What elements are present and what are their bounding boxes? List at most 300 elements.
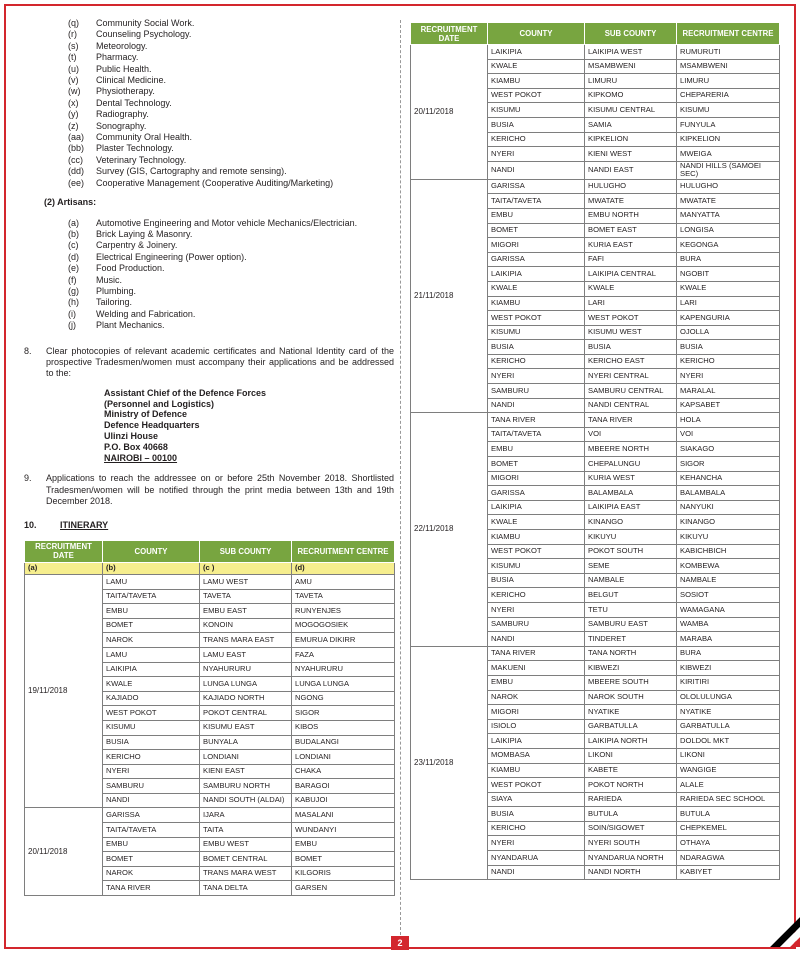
centre-cell: KIBWEZI — [677, 661, 780, 676]
list-marker: (g) — [68, 285, 79, 296]
centre-cell: EMURUA DIKIRR — [292, 633, 395, 648]
sub-county-cell: POKOT CENTRAL — [200, 706, 292, 721]
county-cell: WEST POKOT — [488, 88, 585, 103]
county-cell: WEST POKOT — [488, 311, 585, 326]
centre-cell: NANDI HILLS (SAMOEI SEC) — [677, 161, 780, 179]
centre-cell: KWALE — [677, 281, 780, 296]
centre-cell: BUSIA — [677, 340, 780, 355]
centre-cell: NANYUKI — [677, 500, 780, 515]
sub-county-cell: LARI — [585, 296, 677, 311]
sub-county-cell: LIMURU — [585, 74, 677, 89]
centre-cell: FUNYULA — [677, 117, 780, 132]
address-line: Ulinzi House — [104, 430, 159, 441]
sub-county-cell: MBEERE NORTH — [585, 442, 677, 457]
list-text: Dental Technology. — [96, 97, 172, 108]
list-item — [68, 86, 394, 97]
county-cell: KERICHO — [488, 132, 585, 147]
table-header-cell: RECRUITMENT DATE — [411, 23, 488, 45]
letter-cell: (d) — [292, 562, 395, 574]
sub-county-cell: NYANDARUA NORTH — [585, 851, 677, 866]
paragraph-text: Applications to reach the addressee on or before 25th November 2018. Shortlisted Tradesmen/women will be notified through the print media between 13th and 19th December 2018. — [46, 473, 394, 507]
letter-cell: (a) — [25, 562, 103, 574]
sub-county-cell: POKOT SOUTH — [585, 544, 677, 559]
centre-cell: HULUGHO — [677, 179, 780, 194]
list-marker: (z) — [68, 120, 79, 131]
centre-cell: KABUJOI — [292, 793, 395, 808]
list-marker: (q) — [68, 18, 79, 28]
centre-cell: GARBATULLA — [677, 719, 780, 734]
list-text: Electrical Engineering (Power option). — [96, 251, 247, 262]
centre-cell: KEHANCHA — [677, 471, 780, 486]
centre-cell: NYAHURURU — [292, 662, 395, 677]
county-cell: NAROK — [103, 866, 200, 881]
county-cell: NANDI — [488, 161, 585, 179]
county-cell: LAIKIPIA — [488, 45, 585, 60]
county-cell: BOMET — [488, 223, 585, 238]
list-text: Cooperative Management (Cooperative Auditing/Marketing) — [96, 177, 334, 188]
list-item — [68, 64, 394, 75]
county-cell: BOMET — [488, 457, 585, 472]
section-title: ITINERARY — [60, 519, 109, 530]
centre-cell: WAMBA — [677, 617, 780, 632]
list-marker: (r) — [68, 29, 77, 40]
list-marker: (s) — [68, 40, 79, 51]
list-marker: (aa) — [68, 132, 85, 143]
county-cell: LAMU — [103, 647, 200, 662]
centre-cell: BALAMBALA — [677, 486, 780, 501]
centre-cell: NAMBALE — [677, 573, 780, 588]
county-cell: NYERI — [488, 602, 585, 617]
sub-county-cell: TINDERET — [585, 632, 677, 647]
sub-county-cell: KURIA EAST — [585, 238, 677, 253]
sub-county-cell: CHEPALUNGU — [585, 457, 677, 472]
county-cell: KIAMBU — [488, 296, 585, 311]
list-text: Plumbing. — [96, 285, 137, 296]
county-cell: LAIKIPIA — [103, 662, 200, 677]
artisans-heading: (2) Artisans: — [44, 197, 97, 208]
county-cell: TANA RIVER — [488, 646, 585, 661]
sub-county-cell: SAMBURU CENTRAL — [585, 384, 677, 399]
county-cell: BUSIA — [488, 117, 585, 132]
list-item — [68, 121, 394, 132]
county-cell: MIGORI — [488, 238, 585, 253]
centre-cell: WUNDANYI — [292, 823, 395, 838]
list-marker: (c) — [68, 240, 79, 251]
centre-cell: HOLA — [677, 413, 780, 428]
list-item — [68, 18, 394, 29]
county-cell: BOMET — [103, 852, 200, 867]
sub-county-cell: SAMIA — [585, 117, 677, 132]
county-cell: NYERI — [488, 147, 585, 162]
centre-cell: TAVETA — [292, 589, 395, 604]
artisans-list — [68, 218, 394, 332]
sub-county-cell: BUSIA — [585, 340, 677, 355]
list-text: Sonography. — [96, 120, 147, 131]
sub-county-cell: RARIEDA — [585, 792, 677, 807]
page-number: 2 — [391, 936, 409, 950]
centre-cell: KIPKELION — [677, 132, 780, 147]
list-item — [68, 178, 394, 189]
sub-county-cell: LAMU EAST — [200, 647, 292, 662]
county-cell: NANDI — [488, 865, 585, 880]
column-divider — [400, 20, 401, 940]
sub-county-cell: KAJIADO NORTH — [200, 691, 292, 706]
list-marker: (b) — [68, 228, 79, 239]
county-cell: EMBU — [488, 675, 585, 690]
centre-cell: AMU — [292, 574, 395, 589]
list-marker: (y) — [68, 109, 79, 120]
list-text: Physiotherapy. — [96, 86, 155, 97]
list-marker: (bb) — [68, 143, 85, 154]
list-marker: (cc) — [68, 154, 83, 165]
centre-cell: SIAKAGO — [677, 442, 780, 457]
list-item — [68, 155, 394, 166]
list-item — [68, 309, 394, 320]
county-cell: KERICHO — [488, 821, 585, 836]
sub-county-cell: TANA NORTH — [585, 646, 677, 661]
centre-cell: OJOLLA — [677, 325, 780, 340]
sub-county-cell: NANDI SOUTH (ALDAI) — [200, 793, 292, 808]
sub-county-cell: LIKONI — [585, 748, 677, 763]
centre-cell: VOI — [677, 427, 780, 442]
recruitment-date: 22/11/2018 — [411, 413, 488, 647]
sub-county-cell: FAFI — [585, 252, 677, 267]
sub-county-cell: KIPKOMO — [585, 88, 677, 103]
list-item — [68, 286, 394, 297]
centre-cell: MOGOGOSIEK — [292, 618, 395, 633]
paragraph-9 — [24, 473, 394, 507]
letter-cell: (c ) — [200, 562, 292, 574]
county-cell: NYANDARUA — [488, 851, 585, 866]
sub-county-cell: EMBU EAST — [200, 604, 292, 619]
centre-cell: CHEPKEMEL — [677, 821, 780, 836]
table-header-row — [411, 23, 780, 45]
county-cell: TAITA/TAVETA — [488, 194, 585, 209]
letter-cell: (b) — [103, 562, 200, 574]
county-cell: MAKUENI — [488, 661, 585, 676]
county-cell: SAMBURU — [488, 384, 585, 399]
centre-cell: SOSIOT — [677, 588, 780, 603]
county-cell: BUSIA — [488, 340, 585, 355]
table-row — [411, 413, 780, 428]
sub-county-cell: EMBU WEST — [200, 837, 292, 852]
table-row — [411, 646, 780, 661]
county-cell: KERICHO — [488, 588, 585, 603]
sub-county-cell: SAMBURU EAST — [585, 617, 677, 632]
list-text: Automotive Engineering and Motor vehicle Mechanics/Electrician. — [96, 217, 358, 228]
centre-cell: KEGONGA — [677, 238, 780, 253]
list-marker: (a) — [68, 217, 79, 228]
list-marker: (d) — [68, 251, 79, 262]
list-item — [68, 252, 394, 263]
centre-cell: WAMAGANA — [677, 602, 780, 617]
county-cell: EMBU — [103, 837, 200, 852]
list-item — [68, 41, 394, 52]
sub-county-cell: KURIA WEST — [585, 471, 677, 486]
sub-county-cell: WEST POKOT — [585, 311, 677, 326]
sub-county-cell: NYATIKE — [585, 705, 677, 720]
list-text: Plant Mechanics. — [96, 320, 165, 331]
sub-county-cell: NANDI NORTH — [585, 865, 677, 880]
list-text: Music. — [96, 274, 123, 285]
sub-county-cell: SAMBURU NORTH — [200, 779, 292, 794]
centre-cell: KABICHBICH — [677, 544, 780, 559]
table-header-cell: RECRUITMENT CENTRE — [292, 540, 395, 562]
sub-county-cell: BALAMBALA — [585, 486, 677, 501]
recruitment-date: 21/11/2018 — [411, 179, 488, 413]
sub-county-cell: KISUMU WEST — [585, 325, 677, 340]
address-line: (Personnel and Logistics) — [104, 398, 215, 409]
list-marker: (dd) — [68, 166, 85, 177]
county-cell: NAROK — [103, 633, 200, 648]
centre-cell: LIMURU — [677, 74, 780, 89]
list-item — [68, 297, 394, 308]
county-cell: KWALE — [488, 281, 585, 296]
centre-cell: OTHAYA — [677, 836, 780, 851]
list-marker: (t) — [68, 52, 77, 63]
itinerary-heading — [24, 520, 394, 531]
centre-cell: CHAKA — [292, 764, 395, 779]
centre-cell: NGONG — [292, 691, 395, 706]
county-cell: NANDI — [103, 793, 200, 808]
centre-cell: MWEIGA — [677, 147, 780, 162]
sub-county-cell: KERICHO EAST — [585, 354, 677, 369]
county-cell: NAROK — [488, 690, 585, 705]
table-header-cell: SUB COUNTY — [200, 540, 292, 562]
sub-county-cell: BUTULA — [585, 807, 677, 822]
centre-cell: SIGOR — [292, 706, 395, 721]
professional-list — [68, 18, 394, 189]
centre-cell: RARIEDA SEC SCHOOL — [677, 792, 780, 807]
sub-county-cell: TAITA — [200, 823, 292, 838]
centre-cell: LUNGA LUNGA — [292, 677, 395, 692]
county-cell: NYERI — [103, 764, 200, 779]
centre-cell: MSAMBWENI — [677, 59, 780, 74]
list-item — [68, 263, 394, 274]
sub-county-cell: LAIKIPIA EAST — [585, 500, 677, 515]
centre-cell: KOMBEWA — [677, 559, 780, 574]
paragraph-number: 8. — [24, 345, 32, 356]
centre-cell: KAPENGURIA — [677, 311, 780, 326]
sub-county-cell: LAIKIPIA CENTRAL — [585, 267, 677, 282]
centre-cell: KABIYET — [677, 865, 780, 880]
list-item — [68, 143, 394, 154]
sub-county-cell: KONOIN — [200, 618, 292, 633]
sub-county-cell: SEME — [585, 559, 677, 574]
centre-cell: KILGORIS — [292, 866, 395, 881]
county-cell: TAITA/TAVETA — [488, 427, 585, 442]
county-cell: GARISSA — [488, 179, 585, 194]
centre-cell: SIGOR — [677, 457, 780, 472]
county-cell: LAIKIPIA — [488, 500, 585, 515]
centre-cell: BURA — [677, 646, 780, 661]
sub-county-cell: KIBWEZI — [585, 661, 677, 676]
list-item — [68, 75, 394, 86]
address-line: Assistant Chief of the Defence Forces — [104, 387, 267, 398]
county-cell: LAIKIPIA — [488, 267, 585, 282]
sub-county-cell: LAIKIPIA NORTH — [585, 734, 677, 749]
county-cell: KERICHO — [103, 750, 200, 765]
sub-county-cell: KISUMU CENTRAL — [585, 103, 677, 118]
county-cell: TANA RIVER — [103, 881, 200, 896]
sub-county-cell: MSAMBWENI — [585, 59, 677, 74]
address-city: NAIROBI – 00100 — [104, 452, 178, 463]
sub-county-cell: NYERI SOUTH — [585, 836, 677, 851]
list-marker: (ee) — [68, 177, 85, 188]
centre-cell: FAZA — [292, 647, 395, 662]
county-cell: KISUMU — [488, 103, 585, 118]
county-cell: NANDI — [488, 398, 585, 413]
sub-county-cell: EMBU NORTH — [585, 208, 677, 223]
county-cell: BUSIA — [488, 807, 585, 822]
county-cell: BOMET — [103, 618, 200, 633]
sub-county-cell: NANDI EAST — [585, 161, 677, 179]
list-text: Community Oral Health. — [96, 132, 193, 143]
sub-county-cell: NANDI CENTRAL — [585, 398, 677, 413]
list-text: Tailoring. — [96, 297, 133, 308]
county-cell: EMBU — [488, 208, 585, 223]
table-header-cell: RECRUITMENT DATE — [25, 540, 103, 562]
list-marker: (v) — [68, 75, 79, 86]
sub-county-cell: KABETE — [585, 763, 677, 778]
sub-county-cell: NYAHURURU — [200, 662, 292, 677]
county-cell: WEST POKOT — [103, 706, 200, 721]
list-marker: (w) — [68, 86, 81, 97]
sub-county-cell: TAVETA — [200, 589, 292, 604]
list-item — [68, 240, 394, 251]
sub-county-cell: NYERI CENTRAL — [585, 369, 677, 384]
sub-county-cell: IJARA — [200, 808, 292, 823]
county-cell: KIAMBU — [488, 530, 585, 545]
list-marker: (i) — [68, 308, 76, 319]
recruitment-date: 19/11/2018 — [25, 574, 103, 808]
centre-cell: WANGIGE — [677, 763, 780, 778]
centre-cell: NYERI — [677, 369, 780, 384]
centre-cell: MWATATE — [677, 194, 780, 209]
list-marker: (x) — [68, 97, 79, 108]
table-header-cell: COUNTY — [488, 23, 585, 45]
centre-cell: NYATIKE — [677, 705, 780, 720]
county-cell: TAITA/TAVETA — [103, 589, 200, 604]
centre-cell: GARSEN — [292, 881, 395, 896]
county-cell: WEST POKOT — [488, 544, 585, 559]
county-cell: KWALE — [488, 515, 585, 530]
sub-county-cell: TRANS MARA WEST — [200, 866, 292, 881]
centre-cell: MARALAL — [677, 384, 780, 399]
table-header-cell: COUNTY — [103, 540, 200, 562]
sub-county-cell: TRANS MARA EAST — [200, 633, 292, 648]
county-cell: MOMBASA — [488, 748, 585, 763]
sub-county-cell: KWALE — [585, 281, 677, 296]
list-item — [68, 166, 394, 177]
recruitment-date: 23/11/2018 — [411, 646, 488, 880]
sub-county-cell: NAROK SOUTH — [585, 690, 677, 705]
centre-cell: BARAGOI — [292, 779, 395, 794]
county-cell: TANA RIVER — [488, 413, 585, 428]
sub-county-cell: BELGUT — [585, 588, 677, 603]
list-marker: (e) — [68, 263, 79, 274]
county-cell: NYERI — [488, 836, 585, 851]
county-cell: MIGORI — [488, 705, 585, 720]
county-cell: LAMU — [103, 574, 200, 589]
sub-county-cell: LAMU WEST — [200, 574, 292, 589]
list-text: Clinical Medicine. — [96, 75, 167, 86]
county-cell: KISUMU — [103, 720, 200, 735]
list-item — [68, 29, 394, 40]
list-text: Radiography. — [96, 109, 149, 120]
list-marker: (f) — [68, 274, 77, 285]
sub-county-cell: MBEERE SOUTH — [585, 675, 677, 690]
paragraph-text: Clear photocopies of relevant academic certificates and National Identity card of the prospective Tradesmen/women must accompany their applications and be addressed to the: — [46, 345, 394, 379]
centre-cell: OLOLULUNGA — [677, 690, 780, 705]
county-cell: BUSIA — [103, 735, 200, 750]
list-item — [68, 109, 394, 120]
list-item — [68, 98, 394, 109]
county-cell: SAMBURU — [488, 617, 585, 632]
right-column — [410, 22, 779, 880]
centre-cell: DOLDOL MKT — [677, 734, 780, 749]
address-line: Defence Headquarters — [104, 420, 200, 431]
county-cell: WEST POKOT — [488, 778, 585, 793]
centre-cell: BOMET — [292, 852, 395, 867]
sub-county-cell: SOIN/SIGOWET — [585, 821, 677, 836]
county-cell: KISUMU — [488, 559, 585, 574]
sub-county-cell: LONDIANI — [200, 750, 292, 765]
county-cell: SAMBURU — [103, 779, 200, 794]
table-header-row — [25, 540, 395, 562]
county-cell: GARISSA — [488, 252, 585, 267]
sub-county-cell: MWATATE — [585, 194, 677, 209]
sub-county-cell: TANA DELTA — [200, 881, 292, 896]
list-text: Community Social Work. — [96, 18, 195, 28]
centre-cell: MASALANI — [292, 808, 395, 823]
list-item — [68, 275, 394, 286]
flag-corner-decoration — [754, 883, 800, 947]
list-marker: (h) — [68, 297, 79, 308]
county-cell: KAJIADO — [103, 691, 200, 706]
centre-cell: KIRITIRI — [677, 675, 780, 690]
county-cell: KERICHO — [488, 354, 585, 369]
centre-cell: LONGISA — [677, 223, 780, 238]
table-header-cell: RECRUITMENT CENTRE — [677, 23, 780, 45]
centre-cell: NDARAGWA — [677, 851, 780, 866]
county-cell: SIAYA — [488, 792, 585, 807]
sub-county-cell: KIKUYU — [585, 530, 677, 545]
sub-county-cell: TETU — [585, 602, 677, 617]
list-text: Meteorology. — [96, 40, 148, 51]
centre-cell: LONDIANI — [292, 750, 395, 765]
county-cell: GARISSA — [103, 808, 200, 823]
sub-county-cell: GARBATULLA — [585, 719, 677, 734]
centre-cell: KERICHO — [677, 354, 780, 369]
centre-cell: KAPSABET — [677, 398, 780, 413]
centre-cell: LIKONI — [677, 748, 780, 763]
sub-county-cell: POKOT NORTH — [585, 778, 677, 793]
centre-cell: RUNYENJES — [292, 604, 395, 619]
list-text: Public Health. — [96, 63, 152, 74]
sub-county-cell: BOMET EAST — [585, 223, 677, 238]
centre-cell: ALALE — [677, 778, 780, 793]
sub-county-cell: NAMBALE — [585, 573, 677, 588]
recruitment-date: 20/11/2018 — [411, 45, 488, 180]
county-cell: KISUMU — [488, 325, 585, 340]
county-cell: KIAMBU — [488, 74, 585, 89]
list-item — [68, 52, 394, 63]
county-cell: NANDI — [488, 632, 585, 647]
centre-cell: NGOBIT — [677, 267, 780, 282]
sub-county-cell: KINANGO — [585, 515, 677, 530]
sub-county-cell: KISUMU EAST — [200, 720, 292, 735]
